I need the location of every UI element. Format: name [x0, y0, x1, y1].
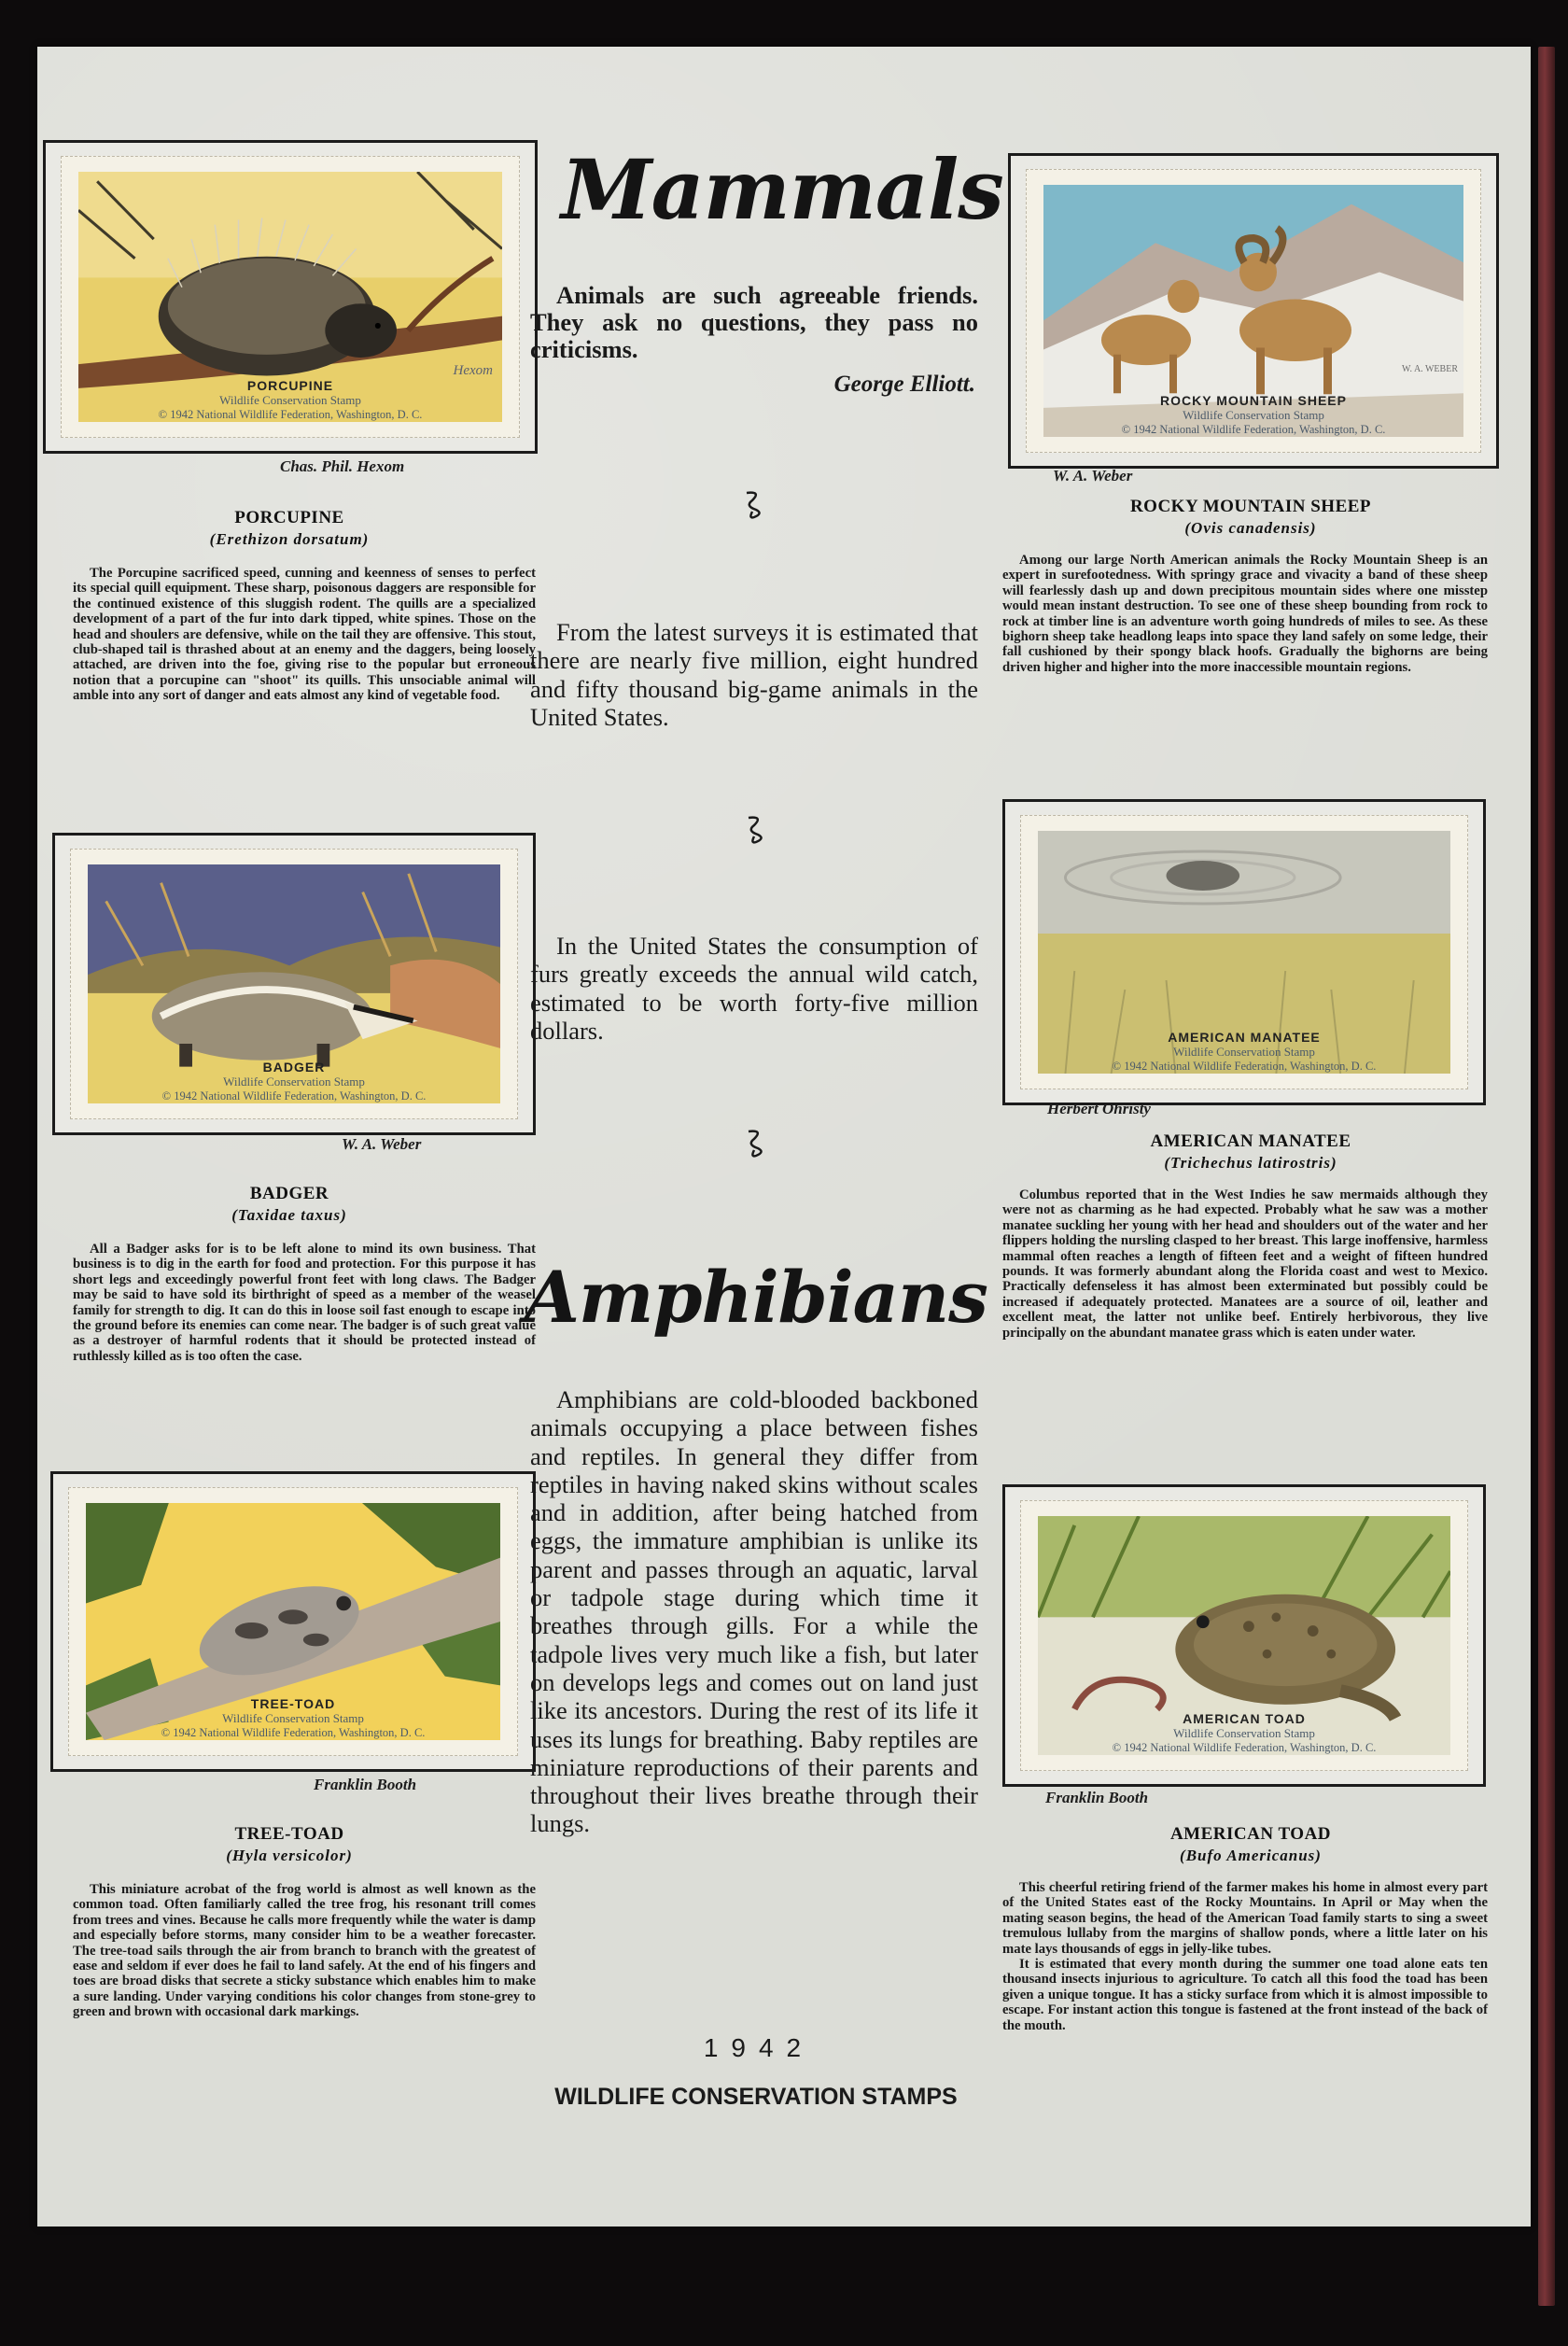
manatee-title: AMERICAN MANATEE — [1150, 1131, 1351, 1151]
toad-title: AMERICAN TOAD — [1169, 1824, 1332, 1844]
stamp-caption-line1: Wildlife Conservation Stamp — [219, 393, 361, 407]
badger-title: BADGER — [249, 1184, 329, 1203]
stamp-caption-line2: © 1942 National Wildlife Federation, Washington, D. C. — [1112, 1741, 1377, 1754]
manatee-description: Columbus reported that in the West Indies he saw mermaids although they were not as charming as he had expected. Probably what he saw was a mother manatee suckling her young with her head and shoulders out of the water and her flippers holding the nursling clasped to her breast. This large inoffensive, harmless mammal often reaches a length of fifteen feet and a weight of fifteen hundred pounds. It was formerly abundant along the Florida coast and west to Mexico. Practically defenseless it has almost been exterminated but possibly could be increased if adequately protected. Manatees are a source of oil, leather and excellent meat, the latter not unlike beef. Entirely herbivorous, they live principally on the abundant manatee grass which is eaten under water. — [1002, 1187, 1488, 1341]
badger-artist: W. A. Weber — [342, 1135, 422, 1153]
stamp-caption-line2: © 1942 National Wildlife Federation, Washington, D. C. — [161, 1089, 427, 1103]
big-game-fact: From the latest surveys it is estimated that there are nearly five million, eight hundred and fifty thousand big-game animals in the United States. — [530, 618, 978, 731]
porcupine-stamp-caption — [78, 378, 502, 422]
toad-stamp-frame — [1002, 1484, 1486, 1787]
toad-stamp — [1020, 1500, 1468, 1771]
stamp-caption-line1: Wildlife Conservation Stamp — [1173, 1045, 1315, 1059]
porcupine-artist: Chas. Phil. Hexom — [280, 457, 405, 475]
stamp-caption-line2: © 1942 National Wildlife Federation, Washington, D. C. — [1112, 1060, 1377, 1073]
stamp-caption-line1: Wildlife Conservation Stamp — [222, 1711, 364, 1725]
album-binding-edge — [1538, 47, 1555, 2306]
sheep-signature: W. A. WEBER — [1401, 364, 1458, 374]
furs-fact: In the United States the consumption of furs greatly exceeds the annual wild catch, estimated to be worth forty-five million dollars. — [530, 932, 978, 1045]
porcupine-stamp-name: PORCUPINE — [246, 378, 334, 393]
sheep-stamp-caption — [1043, 393, 1463, 437]
tree-toad-stamp-frame — [50, 1471, 536, 1772]
ornament-icon — [743, 1128, 767, 1159]
amphibians-intro: Amphibians are cold-blooded backboned animals occupying a place between fishes and reptiles. In general they differ from reptiles in having naked skins without scales and in addition, after being hatched from eggs, the immature amphibian is unlike its parent and passes through an aquatic, larval or tadpole stage during which time it breathes through gills. For a while the tadpole lives very much like a fish, but later on develops legs and comes out on land just like its ancestors. During the rest of its life it uses its lungs for breathing. Baby reptiles are miniature reproductions of their parents and throughout their lives breathe through their lungs. — [530, 1385, 978, 1838]
sheep-title: ROCKY MOUNTAIN SHEEP — [1129, 497, 1372, 516]
album-page — [37, 47, 1531, 2227]
tree-toad-stamp-name: TREE-TOAD — [250, 1696, 336, 1711]
sheep-artist: W. A. Weber — [1053, 467, 1133, 485]
porcupine-stamp — [61, 156, 520, 438]
manatee-artist: Herbert Ohristy — [1047, 1100, 1151, 1117]
badger-stamp-caption — [88, 1060, 500, 1103]
stamp-caption-line2: © 1942 National Wildlife Federation, Washington, D. C. — [158, 408, 423, 421]
tree-toad-latin: (Hyla versicolor) — [226, 1847, 353, 1864]
ornament-icon — [741, 489, 765, 521]
quote-author: George Elliott. — [833, 372, 975, 397]
toad-artist: Franklin Booth — [1045, 1789, 1149, 1806]
manatee-stamp-name: AMERICAN MANATEE — [1168, 1030, 1321, 1045]
porcupine-latin: (Erethizon dorsatum) — [209, 530, 370, 548]
sheep-description: Among our large North American animals the Rocky Mountain Sheep is an expert in surefootedness. With springy grace and vivacity a band of these sheep will fearlessly dash up and down precipitous mountain sides where one misstep would mean instant destruction. To see one of these sheep bounding from rock to rock at timber line is an adventure worth going hundreds of miles to see. As these bighorn sheep take headlong leaps into space they land safely on some ledge, their fall cushioned by their spongy black hoofs. Gradually the bighorns are being driven higher and higher into the more inaccessible mountain regions. — [1002, 553, 1488, 675]
porcupine-title: PORCUPINE — [234, 508, 344, 527]
tree-toad-stamp-caption — [86, 1696, 500, 1740]
badger-stamp — [70, 849, 518, 1119]
toad-stamp-caption — [1038, 1711, 1450, 1755]
footer-title: WILDLIFE CONSERVATION STAMPS — [554, 2084, 958, 2110]
toad-description: This cheerful retiring friend of the farmer makes his home in almost every part of the United States east of the Rocky Mountains. In April or May when the mating season begins, the head of the American Toad family starts to sing a sweet tremulous lullaby from the margins of shallow ponds, where a little later on his mate lays thousands of eggs in jelly-like tubes. It is estimated that every month during the summer one toad alone eats ten thousand insects injurious to agriculture. To catch all this food the toad has been given a unique tongue. It has a sticky surface from which it is almost impossible to escape. For instant action this tongue is fastened at the front instead of the back of the mouth. — [1002, 1880, 1488, 2033]
stamp-caption-line1: Wildlife Conservation Stamp — [1173, 1726, 1315, 1740]
badger-stamp-frame — [52, 833, 536, 1135]
ornament-icon — [743, 814, 767, 846]
amphibians-heading: Amphibians — [525, 1256, 987, 1339]
badger-description: All a Badger asks for is to be left alone to mind its own business. That business is to dig in the earth for food and protection. For this purpose it has short legs and exceedingly powerful front feet with long claws. The Badger may be said to have sold its birthright of speed as a member of the weasel family for strength to dig. It can do this in loose soil fast enough to escape into the ground before its enemies can come near. The badger is of such great value as a destroyer of harmful rodents that it should be protected instead of ruthlessly killed as is too often the case. — [73, 1242, 536, 1364]
manatee-latin: (Trichechus latirostris) — [1164, 1154, 1337, 1172]
stamp-caption-line1: Wildlife Conservation Stamp — [223, 1075, 365, 1089]
manatee-stamp-caption — [1038, 1030, 1450, 1074]
quote-text: Animals are such agreeable friends. They ask no questions, they pass no criticisms. — [530, 281, 978, 363]
badger-latin: (Taxidae taxus) — [231, 1206, 347, 1224]
badger-stamp-name: BADGER — [262, 1060, 326, 1075]
stamp-caption-line2: © 1942 National Wildlife Federation, Washington, D. C. — [1121, 423, 1386, 436]
tree-toad-description: This miniature acrobat of the frog world is almost as well known as the common toad. Often familiarly called the tree frog, his resonant trill comes from trees and vines. Because he calls more frequently while the water is damp and especially before storms, many consider him to be a weather forecaster. The tree-toad sails through the air from branch to branch with the greatest of ease and seldom if ever does he fail to land safely. At the end of his fingers and toes are broad disks that secrete a sticky substance which enables him to make a sure landing. Under varying conditions his color changes from stone-grey to green and brown with occasional dark markings. — [73, 1882, 536, 2020]
stamp-caption-line1: Wildlife Conservation Stamp — [1183, 408, 1324, 422]
tree-toad-title: TREE-TOAD — [234, 1824, 344, 1844]
manatee-stamp-frame — [1002, 799, 1486, 1105]
tree-toad-stamp — [68, 1487, 518, 1756]
sheep-stamp-frame — [1008, 153, 1499, 469]
tree-toad-artist: Franklin Booth — [314, 1776, 417, 1793]
mammals-heading: Mammals — [561, 141, 1003, 238]
porcupine-description: The Porcupine sacrificed speed, cunning and keenness of senses to perfect its special quill equipment. These sharp, poisonous daggers are responsible for the continued existence of this sluggish rodent. The quills are a specialized development of a part of the fur into dark tipped, white spines. Those on the head and shoulers are defensive, while on the tail they are offensive. This stout, club-shaped tail is thrashed about at an enemy and the daggers, being loosely attached, are driven into the foe, giving rise to the popular but erroneous notion that a porcupine can "shoot" its quills. This unsociable animal will amble into any sort of danger and eats almost any kind of vegetable food. — [73, 566, 536, 704]
footer-year: 1942 — [703, 2033, 815, 2062]
manatee-stamp — [1020, 815, 1468, 1089]
sheep-stamp-name: ROCKY MOUNTAIN SHEEP — [1160, 393, 1347, 408]
stamp-caption-line2: © 1942 National Wildlife Federation, Washington, D. C. — [161, 1726, 426, 1739]
porcupine-signature: Hexom — [453, 363, 493, 378]
toad-stamp-name: AMERICAN TOAD — [1183, 1711, 1306, 1726]
sheep-latin: (Ovis canadensis) — [1184, 519, 1317, 537]
sheep-stamp — [1026, 169, 1481, 453]
toad-latin: (Bufo Americanus) — [1180, 1847, 1322, 1864]
porcupine-stamp-frame — [43, 140, 538, 454]
